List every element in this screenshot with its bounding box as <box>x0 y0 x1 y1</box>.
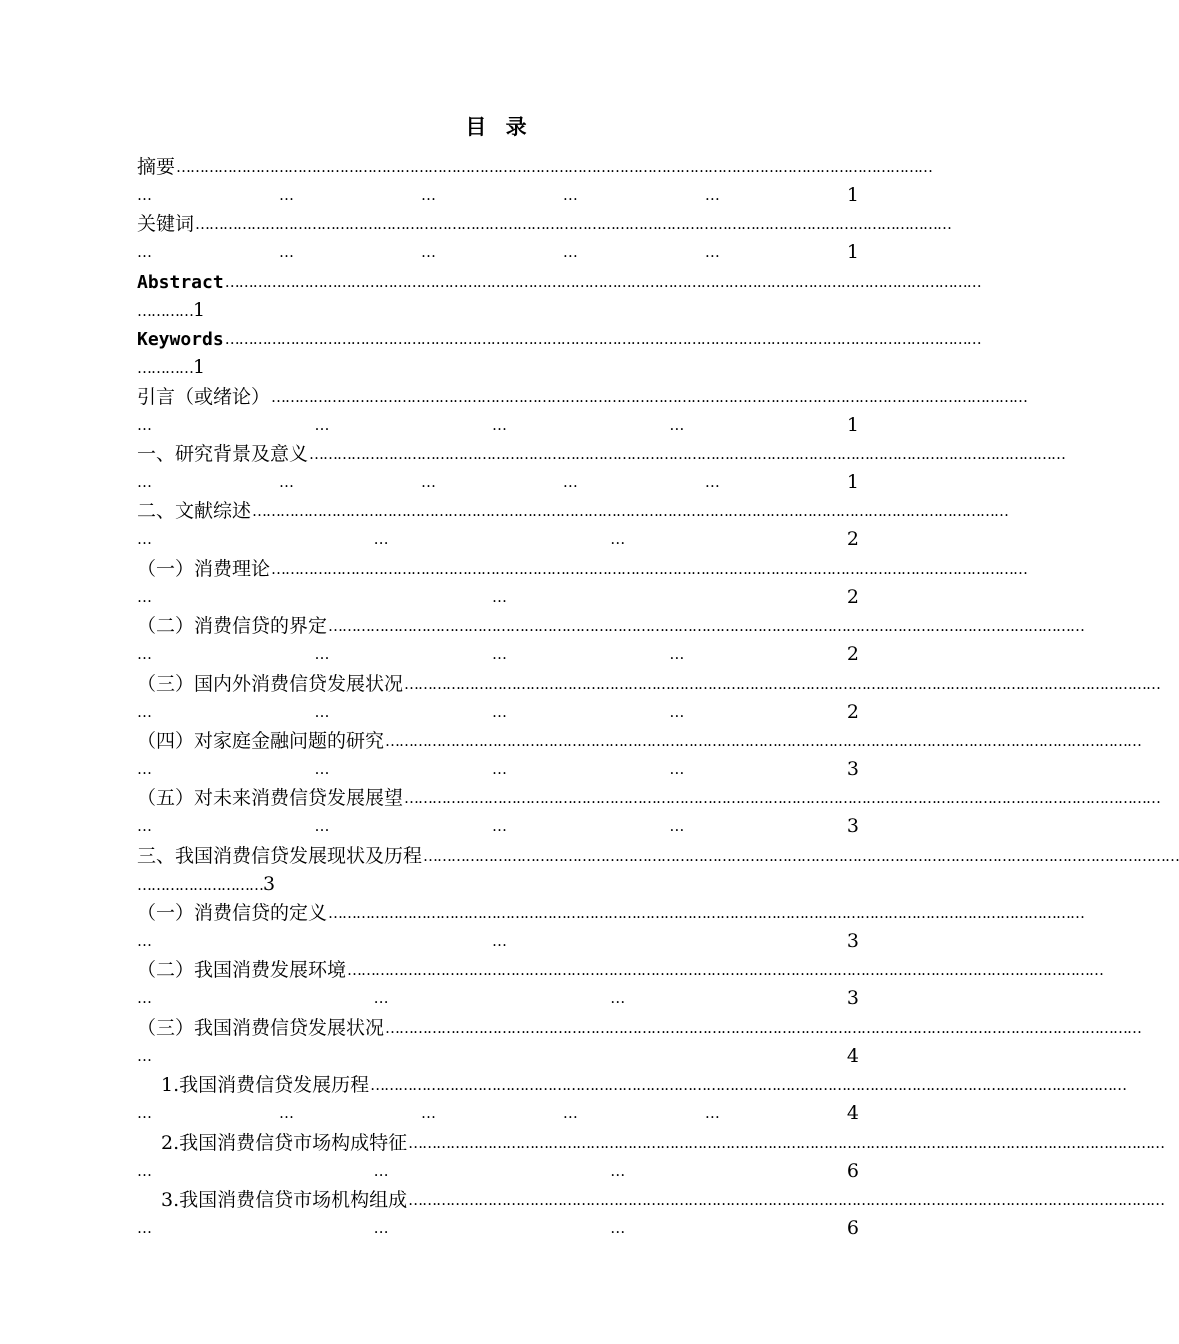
toc-entry-continuation-line <box>137 1156 859 1186</box>
toc-leader-dots: … <box>137 932 151 951</box>
toc-page-number: 2 <box>846 643 859 666</box>
toc-entry-heading-line <box>137 1013 1142 1043</box>
toc-leader-dots: … <box>491 645 506 664</box>
toc-entry[interactable] <box>137 669 1161 726</box>
toc-entry-title: 引言（或绪论） <box>137 385 271 408</box>
toc-leader-dots: ………………………3 <box>137 872 276 895</box>
toc-entry-continuation-line <box>137 524 859 554</box>
toc-entry[interactable] <box>137 1013 1142 1070</box>
toc-leader-dots: … <box>137 1104 151 1123</box>
toc-leader-dots: … <box>610 530 625 549</box>
toc-entry-title: （一）消费信贷的定义 <box>137 902 328 925</box>
toc-leader-dots: … <box>278 472 293 491</box>
toc-entry-heading-line <box>137 209 952 239</box>
toc-leader-dots: … <box>137 645 151 664</box>
toc-entry-title: 3.我国消费信贷市场机构组成 <box>161 1189 408 1212</box>
toc-leader-dots: … <box>314 759 329 778</box>
toc-entry-continuation-line <box>137 811 859 841</box>
toc-entry-title: 2.我国消费信贷市场构成特征 <box>161 1131 408 1154</box>
toc-entry-continuation-line <box>137 754 859 784</box>
toc-leader-dots: … <box>491 759 506 778</box>
toc-leader-dots: … <box>610 989 625 1008</box>
toc-page-number: 1 <box>846 470 859 493</box>
toc-leader-dots: … <box>373 989 388 1008</box>
toc-leader-dots: ……………………………………………………………………………………………………………………………………………… <box>408 1191 1165 1210</box>
toc-entry-continuation-line <box>137 697 859 727</box>
toc-leader-dots: … <box>278 1104 293 1123</box>
toc-leader-dots: … <box>137 989 151 1008</box>
toc-leader-dots: … <box>610 1161 625 1180</box>
toc-entry-title: 1.我国消费信贷发展历程 <box>161 1074 370 1097</box>
toc-leader-dots: … <box>314 645 329 664</box>
toc-entry-title: （二）消费信贷的界定 <box>137 615 328 638</box>
toc-entry[interactable] <box>137 841 1179 898</box>
toc-entry[interactable] <box>137 1128 1165 1185</box>
toc-leader-dots: ……………………………………………………………………………………………………………………………………………… <box>385 731 1142 750</box>
toc-entry[interactable] <box>137 611 1085 668</box>
toc-entry-continuation-line <box>137 639 859 669</box>
toc-entry[interactable] <box>137 1185 1165 1242</box>
toc-entry-continuation-line <box>137 237 859 267</box>
toc-leader-dots: … <box>562 186 577 204</box>
toc-entry-heading-line <box>137 324 981 354</box>
toc-list <box>137 152 1179 1242</box>
toc-entry-heading-line <box>137 955 1104 985</box>
toc-leader-dots: … <box>314 415 329 434</box>
toc-entry-heading-line <box>137 898 1085 928</box>
toc-entry-continuation-line <box>137 467 859 497</box>
toc-entry-continuation-line <box>137 410 859 440</box>
toc-leader-dots: … <box>137 472 151 491</box>
toc-page-number: 1 <box>193 356 206 379</box>
toc-leader-dots: … <box>669 415 684 434</box>
toc-page-number: 3 <box>846 987 859 1010</box>
toc-entry-title: （一）消费理论 <box>137 557 271 580</box>
toc-entry-continuation-line <box>137 352 859 382</box>
toc-leader-dots: … <box>137 243 151 262</box>
toc-title: 目 录 <box>465 115 533 139</box>
toc-entry-heading-line <box>161 1185 1165 1215</box>
toc-leader-dots: ……………………………………………………………………………………………………………………………………………… <box>176 158 933 176</box>
toc-entry[interactable] <box>137 209 952 266</box>
toc-entry-heading-line <box>161 1070 1127 1100</box>
toc-leader-dots: … <box>373 1219 388 1238</box>
toc-entry-heading-line <box>137 267 981 297</box>
toc-entry-continuation-line <box>137 869 859 899</box>
toc-leader-dots: … <box>491 932 506 951</box>
toc-entry-heading-line <box>137 669 1161 699</box>
toc-entry[interactable] <box>137 783 1161 840</box>
toc-page-number: 2 <box>846 585 859 608</box>
toc-entry-continuation-line <box>137 1041 859 1071</box>
toc-leader-dots: ……………………………………………………………………………………………………………………………………………… <box>224 272 981 291</box>
toc-entry[interactable] <box>137 267 981 324</box>
toc-leader-dots: … <box>137 702 151 721</box>
toc-entry-heading-line <box>137 726 1142 756</box>
toc-leader-dots: … <box>610 1219 625 1238</box>
toc-leader-dots: … <box>137 1219 151 1238</box>
toc-leader-dots: ……………………………………………………………………………………………………………………………………………… <box>408 1133 1165 1152</box>
toc-leader-dots: … <box>491 817 506 836</box>
toc-leader-dots: … <box>562 1104 577 1123</box>
toc-leader-dots: … <box>669 759 684 778</box>
toc-leader-dots: ……………………………………………………………………………………………………………………………………………… <box>271 559 1028 578</box>
toc-entry-title: 一、研究背景及意义 <box>137 442 309 465</box>
toc-page-number: 3 <box>846 757 859 780</box>
toc-page-number: 2 <box>846 700 859 723</box>
toc-leader-dots: … <box>669 702 684 721</box>
toc-page-number: 1 <box>846 413 859 436</box>
toc-leader-dots: ……………………………………………………………………………………………………………………………………………… <box>328 904 1085 923</box>
toc-leader-dots: … <box>314 702 329 721</box>
toc-entry-title: 关键词 <box>137 213 195 236</box>
toc-entry-title: 二、文献综述 <box>137 500 252 523</box>
toc-page-number: 6 <box>846 1217 859 1240</box>
toc-leader-dots: … <box>562 472 577 491</box>
toc-leader-dots: ……………………………………………………………………………………………………………………………………………… <box>404 674 1161 693</box>
toc-leader-dots: … <box>137 759 151 778</box>
toc-leader-dots: ……………………………………………………………………………………………………………………………………………… <box>423 846 1179 865</box>
toc-entry-title: （五）对未来消费信贷发展展望 <box>137 787 404 810</box>
toc-entry-title: 三、我国消费信贷发展现状及历程 <box>137 844 423 867</box>
toc-entry-continuation-line <box>137 926 859 956</box>
toc-leader-dots: … <box>704 186 719 204</box>
toc-entry-title: （三）我国消费信贷发展状况 <box>137 1016 385 1039</box>
toc-leader-dots: ……………………………………………………………………………………………………………………………………………… <box>347 961 1104 980</box>
toc-entry-continuation-line <box>137 983 859 1013</box>
toc-leader-dots: ……………………………………………………………………………………………………………………………………………… <box>224 330 981 349</box>
toc-entry[interactable] <box>137 1070 1127 1127</box>
toc-page-number: 3 <box>263 872 276 895</box>
toc-entry[interactable] <box>137 324 981 381</box>
toc-page-number: 3 <box>846 815 859 838</box>
toc-leader-dots: … <box>137 415 151 434</box>
toc-entry-title: 摘要 <box>137 156 176 178</box>
toc-leader-dots: … <box>562 243 577 262</box>
toc-entry-continuation-line <box>137 180 859 210</box>
toc-leader-dots: … <box>137 817 151 836</box>
toc-entry[interactable] <box>137 898 1085 955</box>
toc-leader-dots: … <box>704 1104 719 1123</box>
toc-leader-dots: … <box>137 1161 151 1180</box>
toc-leader-dots: …………1 <box>137 356 206 379</box>
toc-entry-heading-line <box>137 783 1161 813</box>
toc-leader-dots: … <box>669 817 684 836</box>
toc-entry[interactable] <box>137 554 1028 611</box>
toc-entry[interactable] <box>137 439 1066 496</box>
toc-leader-dots: ……………………………………………………………………………………………………………………………………………… <box>195 215 952 234</box>
toc-entry-heading-line <box>137 496 1009 526</box>
toc-leader-dots: … <box>314 817 329 836</box>
toc-leader-dots: ……………………………………………………………………………………………………………………………………………… <box>404 789 1161 808</box>
toc-leader-dots: ……………………………………………………………………………………………………………………………………………… <box>271 387 1028 406</box>
toc-entry-title: （四）对家庭金融问题的研究 <box>137 729 385 752</box>
toc-leader-dots: … <box>137 587 151 606</box>
toc-entry[interactable] <box>137 496 1009 553</box>
toc-entry-heading-line <box>137 382 1028 412</box>
toc-page-number: 1 <box>193 298 206 321</box>
toc-leader-dots: ……………………………………………………………………………………………………………………………………………… <box>309 444 1066 463</box>
toc-leader-dots: ……………………………………………………………………………………………………………………………………………… <box>328 617 1085 636</box>
toc-entry-continuation-line <box>137 295 859 325</box>
toc-page-number: 6 <box>846 1159 859 1182</box>
toc-page-number: 3 <box>846 930 859 953</box>
toc-leader-dots: … <box>420 243 435 262</box>
toc-leader-dots: ……………………………………………………………………………………………………………………………………………… <box>252 502 1009 521</box>
toc-entry-heading-line <box>137 841 1179 871</box>
toc-page-number: 2 <box>846 528 859 551</box>
toc-entry-continuation-line <box>137 1213 859 1243</box>
toc-entry-continuation-line <box>137 1098 859 1128</box>
toc-leader-dots: … <box>420 1104 435 1123</box>
toc-leader-dots: … <box>420 186 435 204</box>
toc-leader-dots: … <box>373 530 388 549</box>
toc-entry-title: Keywords <box>137 329 224 351</box>
toc-page-number: 4 <box>846 1044 859 1067</box>
toc-leader-dots: ……………………………………………………………………………………………………………………………………………… <box>370 1076 1127 1095</box>
toc-page-number: 1 <box>846 184 859 206</box>
toc-leader-dots: … <box>704 243 719 262</box>
toc-entry-continuation-line <box>137 582 859 612</box>
toc-entry-heading-line <box>161 1128 1165 1158</box>
toc-leader-dots: … <box>491 702 506 721</box>
toc-leader-dots: … <box>137 186 151 204</box>
toc-entry-heading-line <box>137 152 933 182</box>
toc-entry-title: （三）国内外消费信贷发展状况 <box>137 672 404 695</box>
toc-leader-dots: … <box>420 472 435 491</box>
toc-entry-heading-line <box>137 554 1028 584</box>
toc-entry-title: （二）我国消费发展环境 <box>137 959 347 982</box>
toc-leader-dots: … <box>669 645 684 664</box>
toc-leader-dots: … <box>491 587 506 606</box>
toc-entry-heading-line <box>137 439 1066 469</box>
toc-leader-dots: … <box>137 1046 151 1065</box>
toc-leader-dots: … <box>278 243 293 262</box>
toc-leader-dots: … <box>373 1161 388 1180</box>
toc-leader-dots: …………1 <box>137 298 206 321</box>
toc-leader-dots: … <box>278 186 293 204</box>
toc-entry-heading-line <box>137 611 1085 641</box>
toc-entry[interactable] <box>137 726 1142 783</box>
toc-page-number: 4 <box>846 1102 859 1125</box>
toc-page-number: 1 <box>846 241 859 264</box>
toc-entry[interactable] <box>137 382 1028 439</box>
toc-leader-dots: ……………………………………………………………………………………………………………………………………………… <box>385 1018 1142 1037</box>
toc-leader-dots: … <box>704 472 719 491</box>
toc-leader-dots: … <box>137 530 151 549</box>
toc-entry-title: Abstract <box>137 271 224 293</box>
toc-leader-dots: … <box>491 415 506 434</box>
toc-entry[interactable] <box>137 955 1104 1012</box>
toc-entry[interactable] <box>137 152 933 209</box>
